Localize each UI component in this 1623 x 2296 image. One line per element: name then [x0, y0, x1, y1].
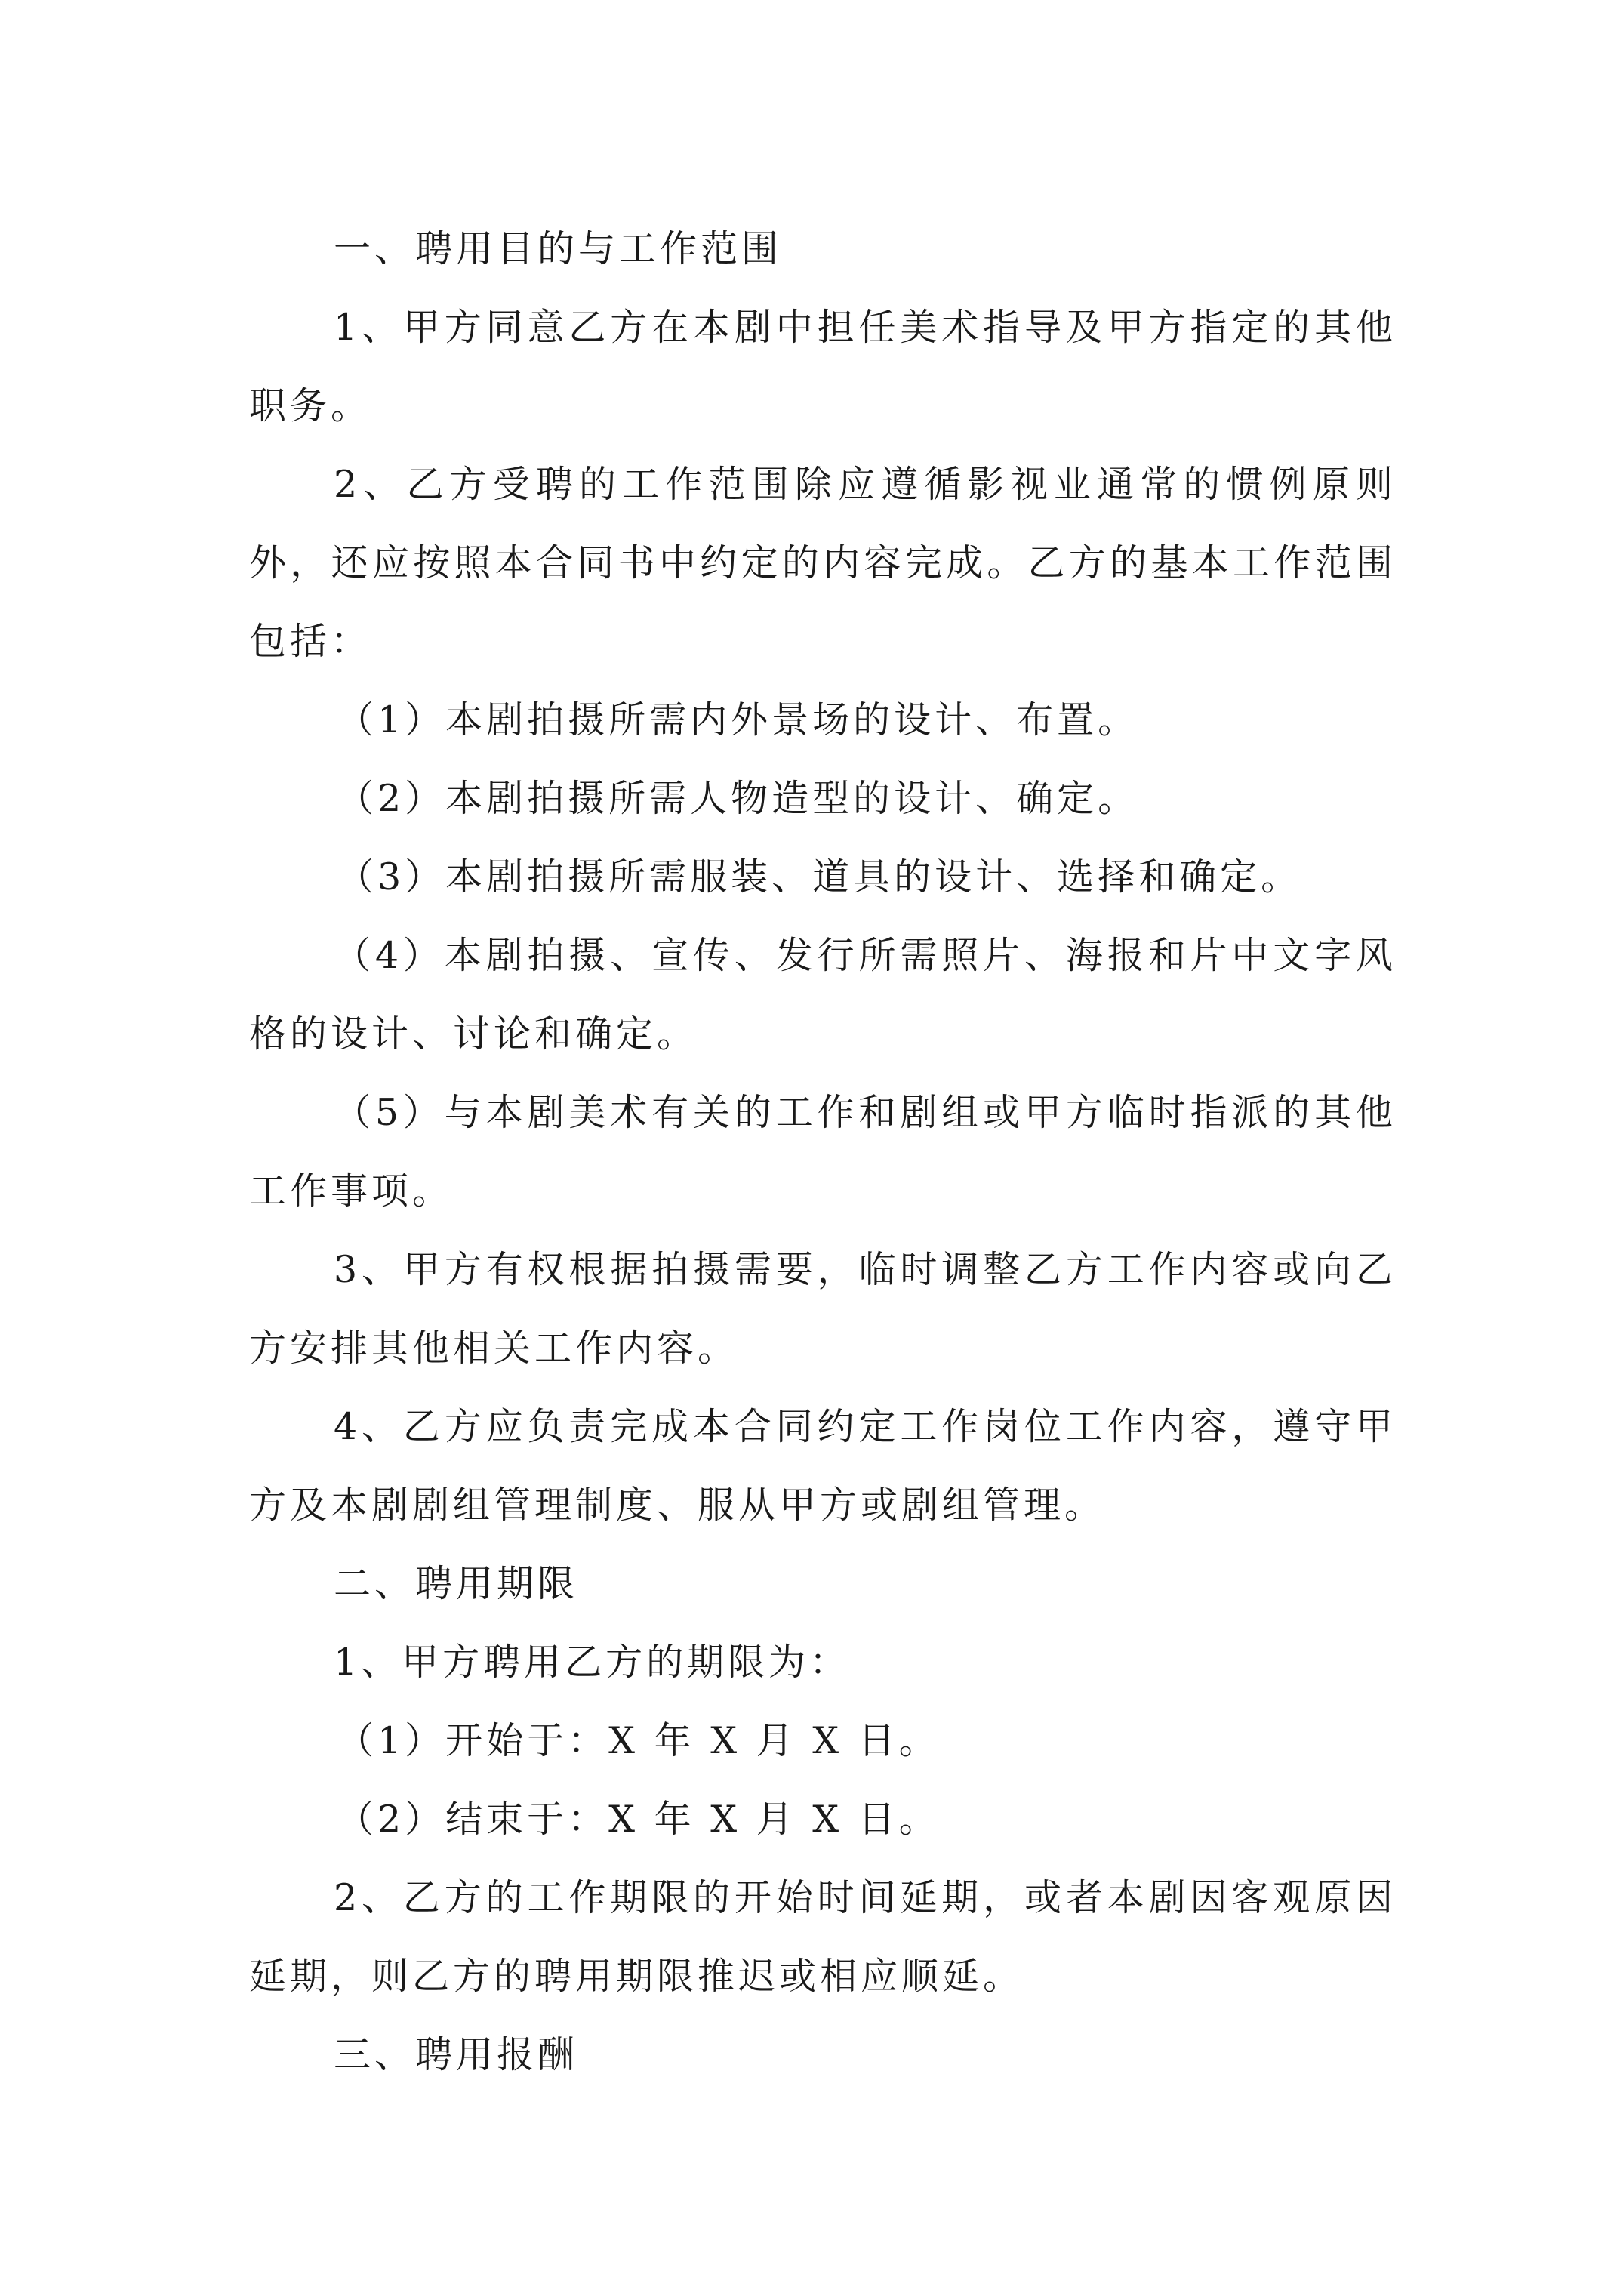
paragraph-1-1: 1、甲方同意乙方在本剧中担任美术指导及甲方指定的其他职务。 — [249, 306, 1397, 427]
paragraph-2-2: 2、乙方的工作期限的开始时间延期，或者本剧因客观原因延期，则乙方的聘用期限推迟或相应顺延。 — [249, 1876, 1397, 1998]
list-item-2: （2）本剧拍摄所需人物造型的设计、确定。 — [337, 777, 1139, 820]
term-end: （2）结束于：X 年 X 月 X 日。 — [337, 1798, 940, 1841]
section-heading-1: 一、聘用目的与工作范围 — [334, 227, 783, 270]
paragraph-1-3: 3、甲方有权根据拍摄需要，临时调整乙方工作内容或向乙方安排其他相关工作内容。 — [249, 1248, 1397, 1370]
list-item-5: （5）与本剧美术有关的工作和剧组或甲方临时指派的其他工作事项。 — [249, 1091, 1397, 1213]
section-heading-2: 二、聘用期限 — [334, 1562, 579, 1605]
list-item-1: （1）本剧拍摄所需内外景场的设计、布置。 — [337, 698, 1139, 741]
list-item-3: （3）本剧拍摄所需服装、道具的设计、选择和确定。 — [337, 855, 1302, 898]
document-body — [249, 210, 1397, 2094]
paragraph-1-4: 4、乙方应负责完成本合同约定工作岗位工作内容，遵守甲方及本剧剧组管理制度、服从甲方或剧组管理。 — [249, 1405, 1397, 1527]
section-heading-3: 三、聘用报酬 — [334, 2033, 579, 2076]
paragraph-1-2: 2、乙方受聘的工作范围除应遵循影视业通常的惯例原则外，还应按照本合同书中约定的内容完成。乙方的基本工作范围包括： — [249, 463, 1397, 663]
paragraph-2-1: 1、甲方聘用乙方的期限为： — [334, 1641, 851, 1684]
term-start: （1）开始于：X 年 X 月 X 日。 — [337, 1719, 940, 1762]
list-item-4: （4）本剧拍摄、宣传、发行所需照片、海报和片中文字风格的设计、讨论和确定。 — [249, 934, 1397, 1056]
